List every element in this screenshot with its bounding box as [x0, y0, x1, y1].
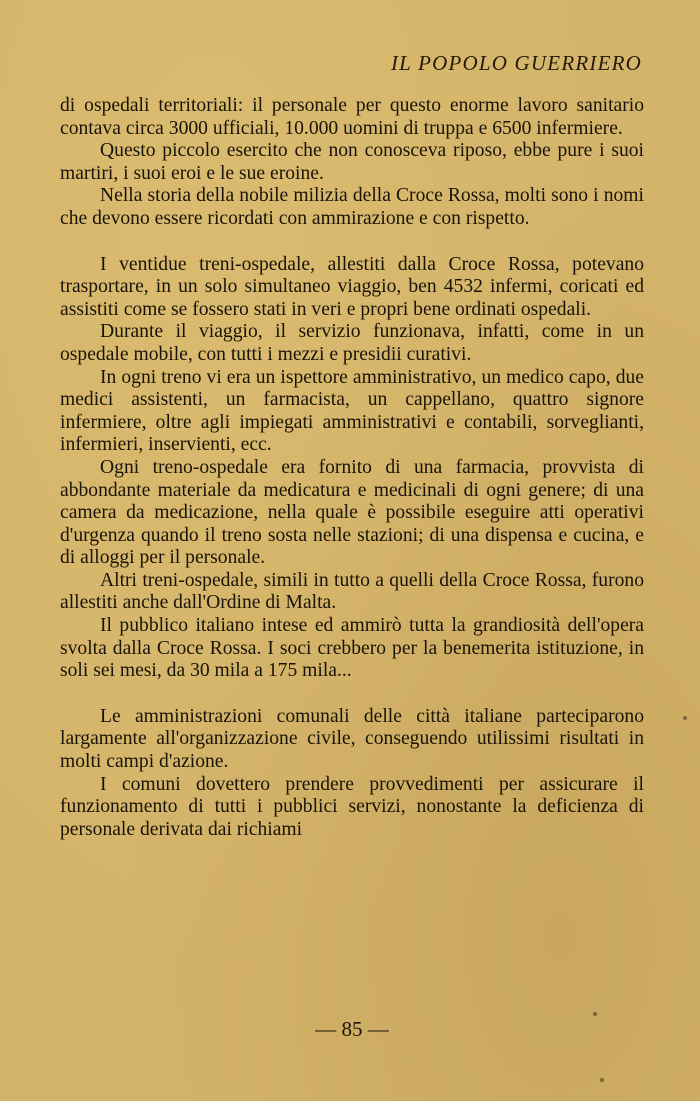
paragraph: Ogni treno-ospedale era fornito di una farmacia, provvista di abbondante materiale da medicatura e medicinali di ogni genere; di una camera da medicazione, nella quale è possibile eseguire atti operativi d'urgenza quando il treno sosta nelle stazioni; di una dispensa e cucina, e di alloggi per il personale.	[60, 456, 644, 569]
paragraph: Durante il viaggio, il servizio funzionava, infatti, come in un ospedale mobile, con tutti i mezzi e presidii curativi.	[60, 321, 644, 365]
paragraph: In ogni treno vi era un ispettore amministrativo, un medico capo, due medici assistenti, un farmacista, un cappellano, quattro signore infermiere, oltre agli impiegati amministrativi e contabili, sorveglianti, infermieri, inservienti, ecc.	[60, 366, 644, 456]
paragraph: Nella storia della nobile milizia della Croce Rossa, molti sono i nomi che devono essere ricordati con ammirazione e con rispetto.	[60, 185, 644, 229]
paragraph: I comuni dovettero prendere provvedimenti per assicurare il funzionamento di tutti i pubblici servizi, nonostante la deficienza di personale derivata dai richiami	[60, 773, 644, 840]
running-head: IL POPOLO GUERRIERO	[390, 51, 642, 75]
section-break	[60, 231, 644, 254]
paper-speck	[600, 1078, 604, 1082]
paper-speck	[593, 1012, 597, 1016]
section-break	[60, 683, 644, 706]
paragraph: Il pubblico italiano intese ed ammirò tutta la grandiosità dell'opera svolta dalla Croce Rossa. I soci crebbero per la benemerita istituzione, in soli sei mesi, da 30 mila a 175 mila...	[60, 615, 644, 682]
paragraph-continuation: di ospedali territoriali: il personale per questo enorme lavoro sanitario contava circa 3000 ufficiali, 10.000 uomini di truppa e 6500 infermiere.	[60, 95, 644, 139]
paragraph: Altri treni-ospedale, simili in tutto a quelli della Croce Rossa, furono allestiti anche dall'Ordine di Malta.	[60, 569, 644, 614]
paragraph: Questo piccolo esercito che non conosceva riposo, ebbe pure i suoi martiri, i suoi eroi e le sue eroine.	[60, 140, 644, 184]
paragraph: Le amministrazioni comunali delle città italiane parteciparono largamente all'organizzazione civile, conseguendo utilissimi risultati in molti campi d'azione.	[60, 705, 644, 773]
paper-speck	[683, 716, 687, 720]
body-text	[60, 95, 644, 841]
paragraph: I ventidue treni-ospedale, allestiti dalla Croce Rossa, potevano trasportare, in un solo simultaneo viaggio, ben 4532 infermi, coricati ed assistiti come se fossero stati in veri e propri bene ordinati ospedali.	[60, 253, 644, 320]
page-number: — 85 —	[315, 1017, 389, 1041]
book-page	[60, 0, 644, 1101]
